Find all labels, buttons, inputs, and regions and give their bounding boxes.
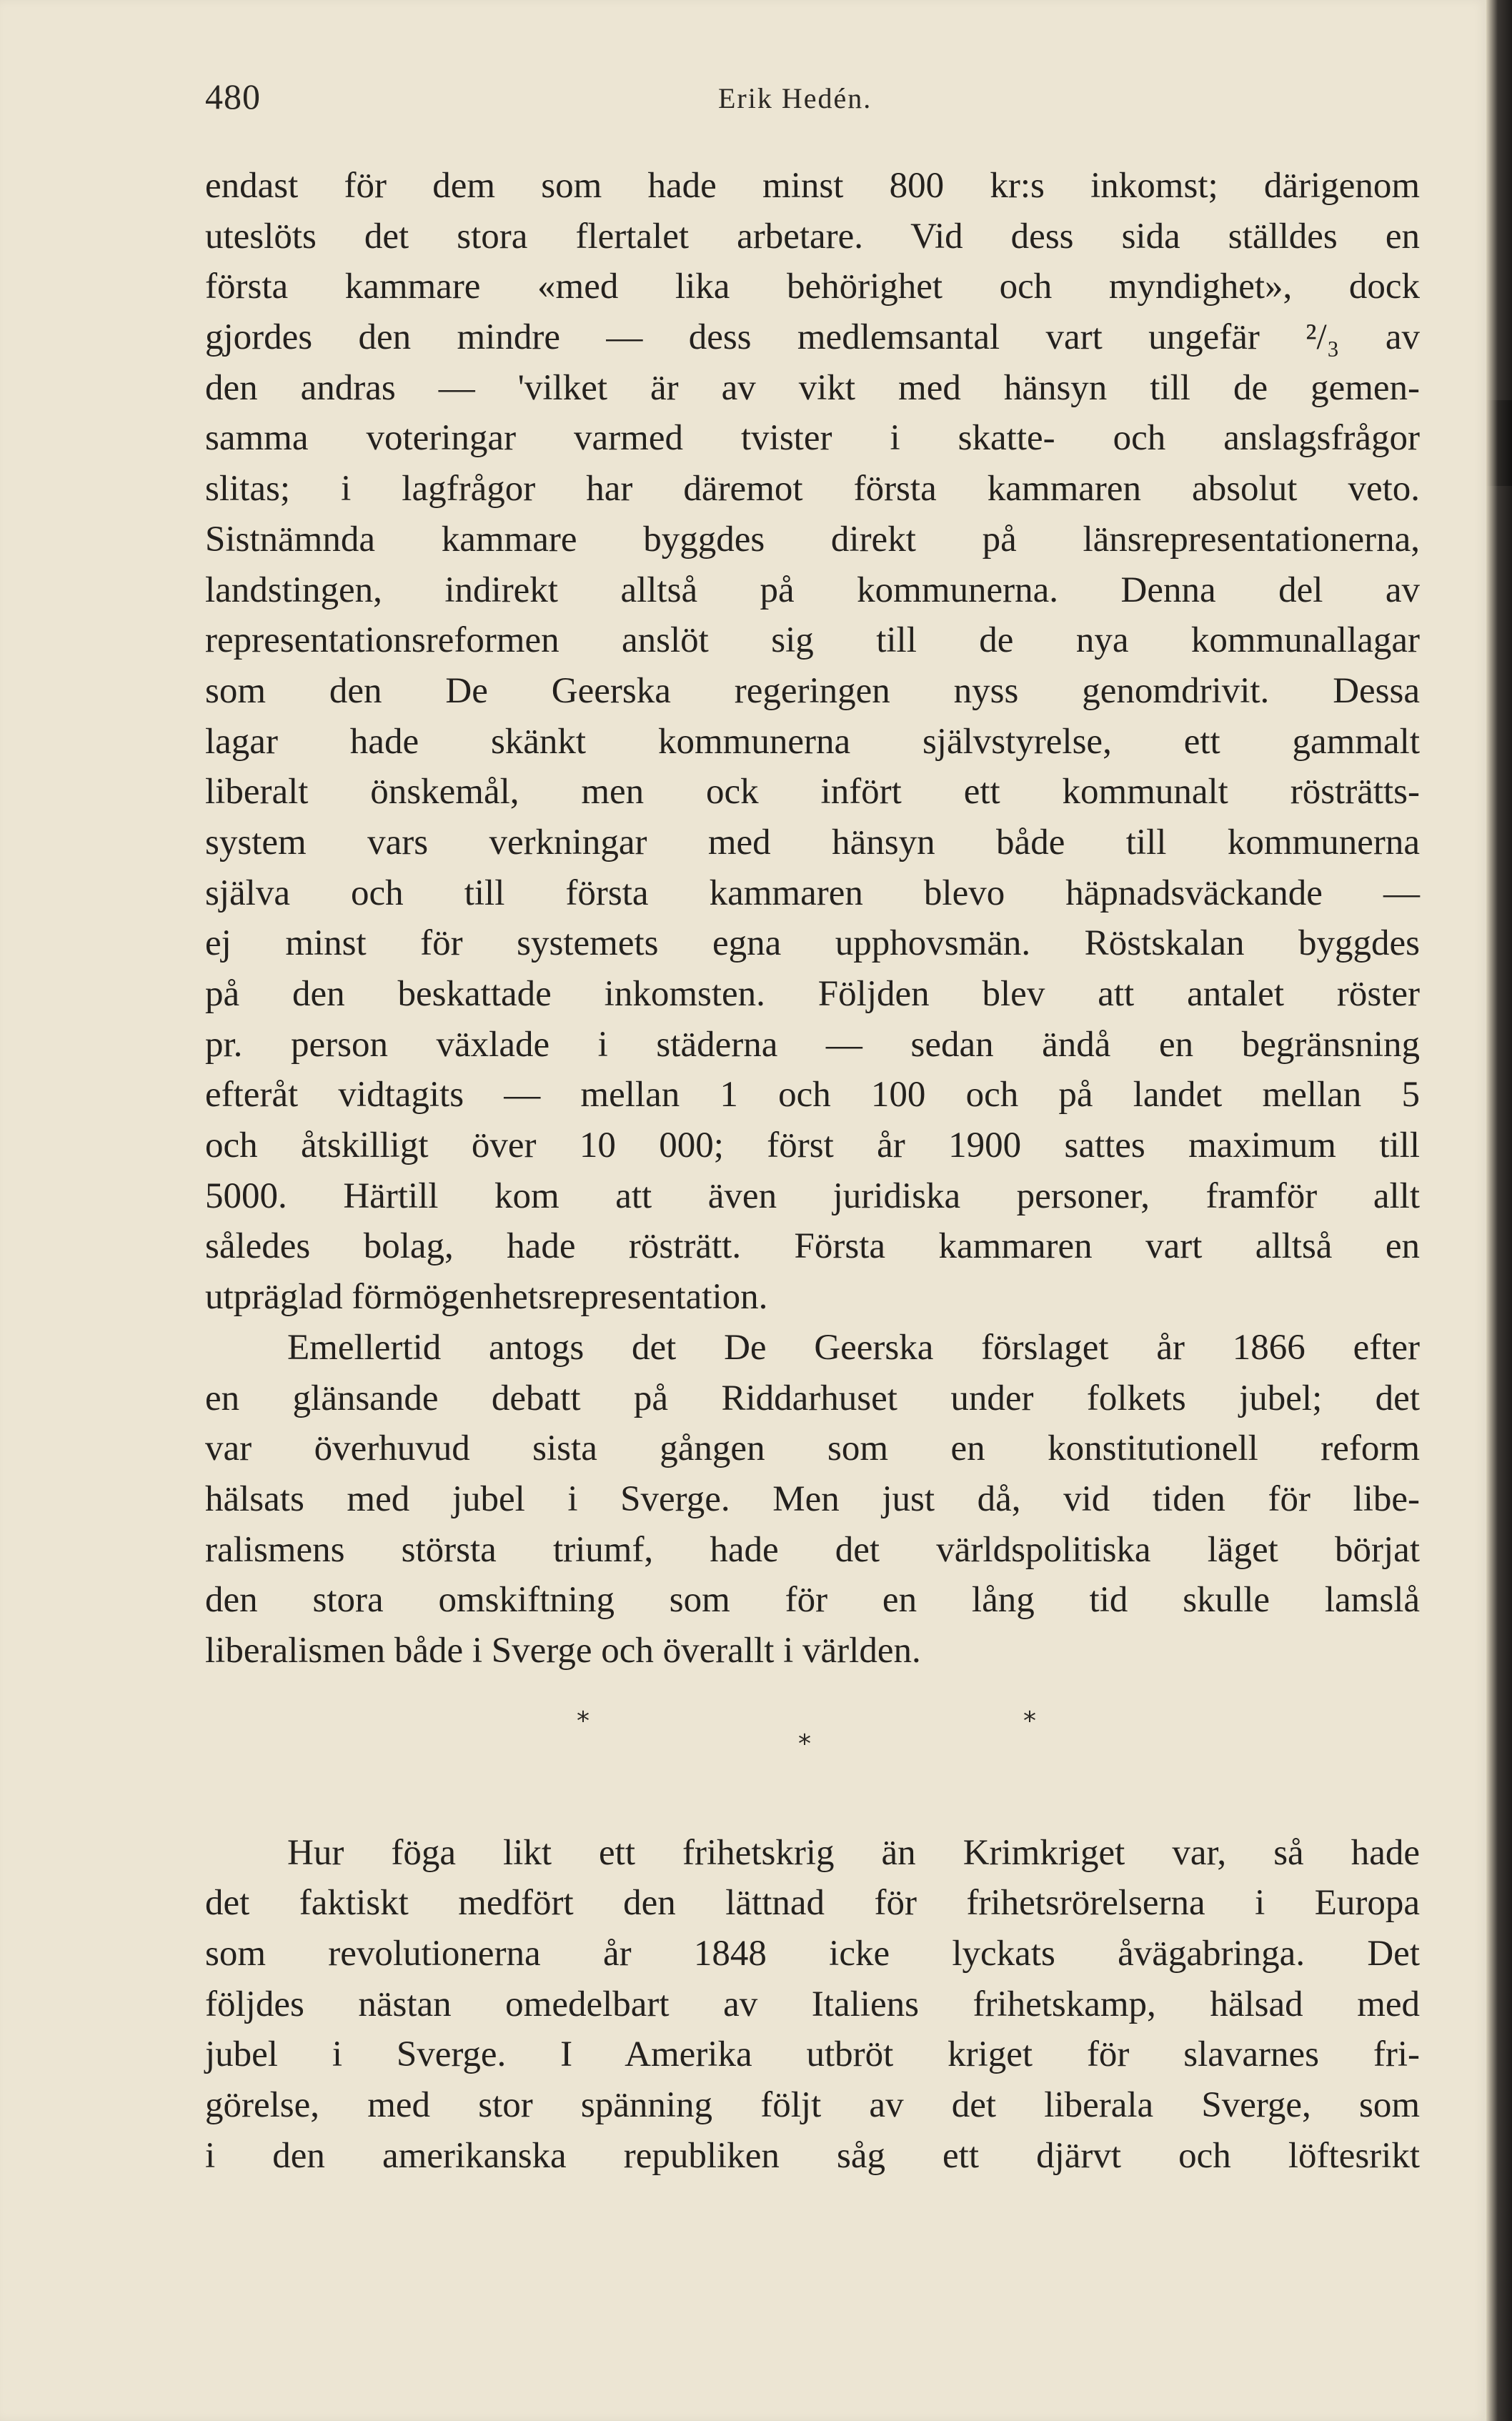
text-line: hälsats med jubel i Sverge. Men just då, vid tiden för libe- [205, 1478, 1420, 1519]
text-line: efteråt vidtagits — mellan 1 och 100 och på landet mellan 5 [205, 1075, 1420, 1115]
asterisk-ornament: * [1023, 1706, 1036, 1736]
paragraph-3 [205, 1828, 1420, 2182]
text-line: utpräglad förmögenhetsrepresentation. [205, 1277, 768, 1318]
text-line: det faktiskt medfört den lättnad för frihetsrörelserna i Europa [205, 1883, 1420, 1924]
text-line: följdes nästan omedelbart av Italiens frihetskamp, hälsad med [205, 1984, 1420, 2024]
text-line: i den amerikanska republiken såg ett djärvt och löftesrikt [205, 2135, 1420, 2176]
text-line: liberalismen både i Sverge och överallt i världen. [205, 1630, 921, 1671]
text-line: liberalt önskemål, men ock infört ett kommunalt rösträtts- [205, 772, 1420, 812]
text-line: representationsreformen anslöt sig till de nya kommunallagar [205, 620, 1420, 661]
page-header [205, 71, 1420, 129]
running-head: Erik Hedén. [718, 82, 872, 114]
asterisk-ornament: * [798, 1729, 811, 1759]
text-line: den stora omskiftning som för en lång tid skulle lamslå [205, 1580, 1420, 1621]
section-separator [205, 1676, 1420, 1828]
text-line: och åtskilligt över 10 000; först år 1900 sattes maximum till [205, 1125, 1420, 1166]
asterisk-ornament: * [577, 1706, 590, 1736]
text-line: ej minst för systemets egna upphovsmän. Röstskalan byggdes [205, 923, 1420, 964]
page-number: 480 [205, 76, 261, 116]
text-line: var överhuvud sista gången som en konstitutionell reform [205, 1428, 1420, 1469]
text-line: som den De Geerska regeringen nyss genomdrivit. Dessa [205, 670, 1420, 711]
book-spine-edge [1486, 0, 1512, 2421]
paragraph-2 [205, 1323, 1420, 1676]
text-line: Emellertid antogs det De Geerska förslaget år 1866 efter [287, 1327, 1420, 1368]
text-line: således bolag, hade rösträtt. Första kammaren vart alltså en [205, 1226, 1420, 1267]
paragraph-1 [205, 161, 1420, 1323]
text-line: en glänsande debatt på Riddarhuset under folkets jubel; det [205, 1378, 1420, 1418]
text-line: pr. person växlade i städerna — sedan ändå en begränsning [205, 1024, 1420, 1065]
body-text [205, 161, 1420, 2181]
text-line: samma voteringar varmed tvister i skatte- och anslagsfrågor [205, 418, 1420, 459]
book-spine-shadow [1486, 400, 1512, 486]
text-line: på den beskattade inkomsten. Följden blev att antalet röster [205, 974, 1420, 1014]
text-line: gjordes den mindre — dess medlemsantal vart ungefär ²/₃ av [205, 317, 1420, 358]
text-line: landstingen, indirekt alltså på kommunerna. Denna del av [205, 570, 1420, 610]
text-line: jubel i Sverge. I Amerika utbröt kriget för slavarnes fri- [205, 2034, 1420, 2075]
text-line: görelse, med stor spänning följt av det liberala Sverge, som [205, 2085, 1420, 2126]
text-line: den andras — 'vilket är av vikt med hänsyn till de gemen- [205, 367, 1420, 408]
text-line: Hur föga likt ett frihetskrig än Krimkriget var, så hade [287, 1832, 1420, 1873]
text-line: själva och till första kammaren blevo häpnadsväckande — [205, 873, 1420, 913]
text-line: system vars verkningar med hänsyn både till kommunerna [205, 822, 1420, 862]
text-line: lagar hade skänkt kommunerna självstyrelse, ett gammalt [205, 721, 1420, 762]
text-line: uteslöts det stora flertalet arbetare. Vid dess sida ställdes en [205, 216, 1420, 257]
text-line: Sistnämnda kammare byggdes direkt på länsrepresentationerna, [205, 519, 1420, 560]
text-line: 5000. Härtill kom att även juridiska personer, framför allt [205, 1175, 1420, 1216]
text-line: som revolutionerna år 1848 icke lyckats åvägabringa. Det [205, 1934, 1420, 1974]
text-line: ralismens största triumf, hade det världspolitiska läget börjat [205, 1529, 1420, 1570]
text-line: första kammare «med lika behörighet och myndighet», dock [205, 267, 1420, 307]
text-line: endast för dem som hade minst 800 kr:s inkomst; därigenom [205, 166, 1420, 206]
text-line: slitas; i lagfrågor har däremot första kammaren absolut veto. [205, 469, 1420, 509]
